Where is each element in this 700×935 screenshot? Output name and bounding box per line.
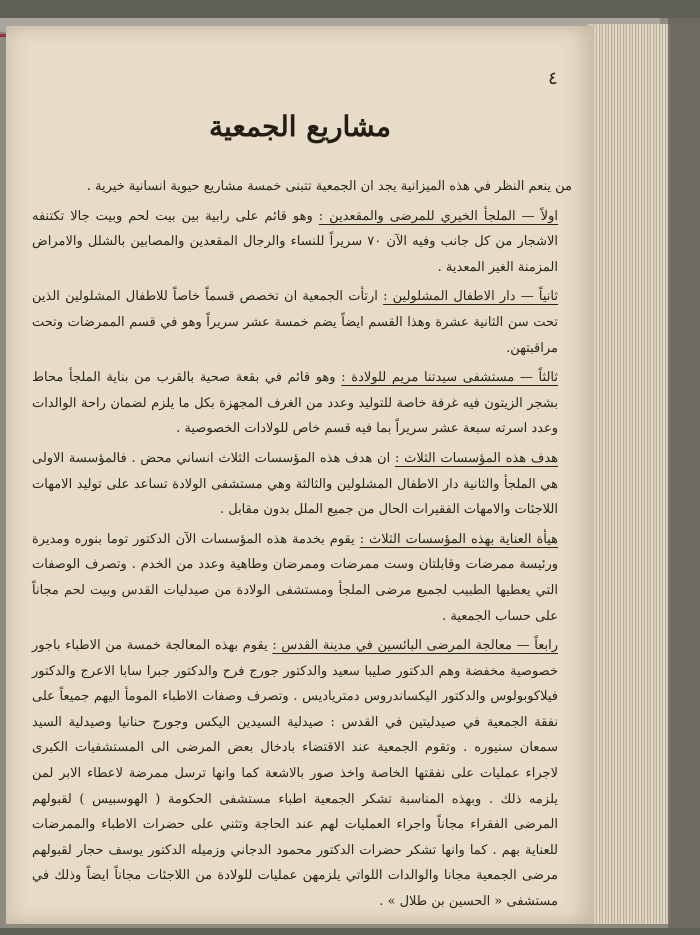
section-staff xyxy=(32,527,572,629)
paragraph-text: يقوم بهذه المعالجة خمسة من الاطباء باجور خصوصية مخفضة وهم الدكتور صليبا سعيد والدكتور جورج فرح والدكتور جبرا سابا الاعرج والدكتور فيلاكوبولوس والدكتور اليكساندروس دمترياديس . وتصرف وصفات الاطباء المومأ اليهم جميعاً على نفقة الجمعية في صيدليتين في القدس : صيدلية السيدين اليكس وجورج حنانيا وصيدلية السيد سمعان سنيوره . وتقوم الجمعية عند الاقتضاء بادخال بعض المرضى الى المستشفيات الكبرى لاجراء عمليات على نفقتها الخاصة واخذ صور بالاشعة كما وانها ترسل ممرضة لاعطاء الابر لمن يلزمه ذلك . وبهذه المناسبة تشكر الجمعية اطباء مستشفى الحكومة ( الهوسبيس ) لقبولهم المرضى الفقراء مجاناً واجراء العمليات لهم عند الحاجة وتثني على حضرات الاطباء والممرضات للعناية بهم . كما وانها تشكر حضرات الدكتور محمود الدجاني وزميله الدكتور يوسف حجار لقبولهم مرضى الجمعية مجانا والوالدات اللواتي يلزمهن عمليات للولادة من اللاجئات مجاناً ايضاً وذلك في مستشفى « الحسين بن طلال » . xyxy=(32,638,558,910)
section-heading: ثالثاً — مستشفى سيدتنا مريم للولادة : xyxy=(341,370,558,386)
paragraph-text: يقوم بخدمة هذه المؤسسات الآن الدكتور توما بنوره ومديرة ورئيسة ممرضات وقابلتان وست ممرضات وممرضان وطاهية وعدد من الخدم . وتصرف الوصفات التي يعطيها الطبيب لجميع مرضى الملجأ ومستشفى الولادة من صيدليات القدس وبيت لحم مجاناً على حساب الجمعية . xyxy=(32,531,558,624)
section-children-home xyxy=(32,284,572,361)
page-title: مشاريع الجمعية xyxy=(208,110,391,143)
paragraph-text: وهو قائم في بقعة صحية بالقرب من بناية الملجأ محاط بشجر الزيتون فيه غرفة خاصة للتوليد وعدد من الغرف المجهزة بكل ما يلزم لضمان راحة الوالدات وعدد اسرته سبعة عشر سريراً بما فيه قسم خاص للولادات الخصوصية . xyxy=(32,370,558,437)
book-page xyxy=(6,26,594,924)
section-heading: اولاً — الملجأ الخيري للمرضى والمقعدين : xyxy=(318,208,558,224)
page-stack-edges xyxy=(588,24,671,924)
paragraph-text: ان هدف هذه المؤسسات الثلاث انساني محض . فالمؤسسة الاولى هي الملجأ والثانية دار الاطفال المشلولين والثالثة وهي مستشفى الولادة تساعد على توليد الامهات اللاجئات والامهات الفقيرات الحال من جميع الملل بدون مقابل . xyxy=(32,450,558,518)
paragraph-text: وهو قائم على رابية بين بيت لحم وبيت جالا تكتنفه الاشجار من كل جانب وفيه الآن ٧٠ سريراً للنساء والرجال المقعدين والمصابين بالشلل والامراض المزمنة الغير المعدية . xyxy=(32,208,558,275)
section-goal xyxy=(32,446,572,523)
section-maternity xyxy=(32,365,572,442)
intro-paragraph xyxy=(32,174,572,200)
section-heading: ثانياً — دار الاطفال المشلولين : xyxy=(383,289,558,305)
body-text xyxy=(32,174,572,919)
section-shelter xyxy=(32,204,572,281)
page-number: ٤ xyxy=(548,68,558,89)
book-cover-edge xyxy=(668,18,700,928)
section-treatment xyxy=(32,633,572,915)
section-heading: رابعاً — معالجة المرضى البائسين في مدينة القدس : xyxy=(272,638,559,654)
section-heading: هيأة العناية بهذه المؤسسات الثلاث : xyxy=(359,531,559,547)
paragraph-text: ارتأت الجمعية ان تخصص قسماً خاصاً للاطفال المشلولين الذين تحت سن الثانية عشرة وهذا القسم ايضاً يضم خمسة عشر سريراً وهو في قسم الممرضات وتحت مراقبتهن. xyxy=(32,289,558,356)
section-heading: هدف هذه المؤسسات الثلاث : xyxy=(394,450,558,466)
paragraph-text: من ينعم النظر في هذه الميزانية يجد ان الجمعية تتبنى خمسة مشاريع حيوية انسانية خيرية . xyxy=(86,179,572,194)
